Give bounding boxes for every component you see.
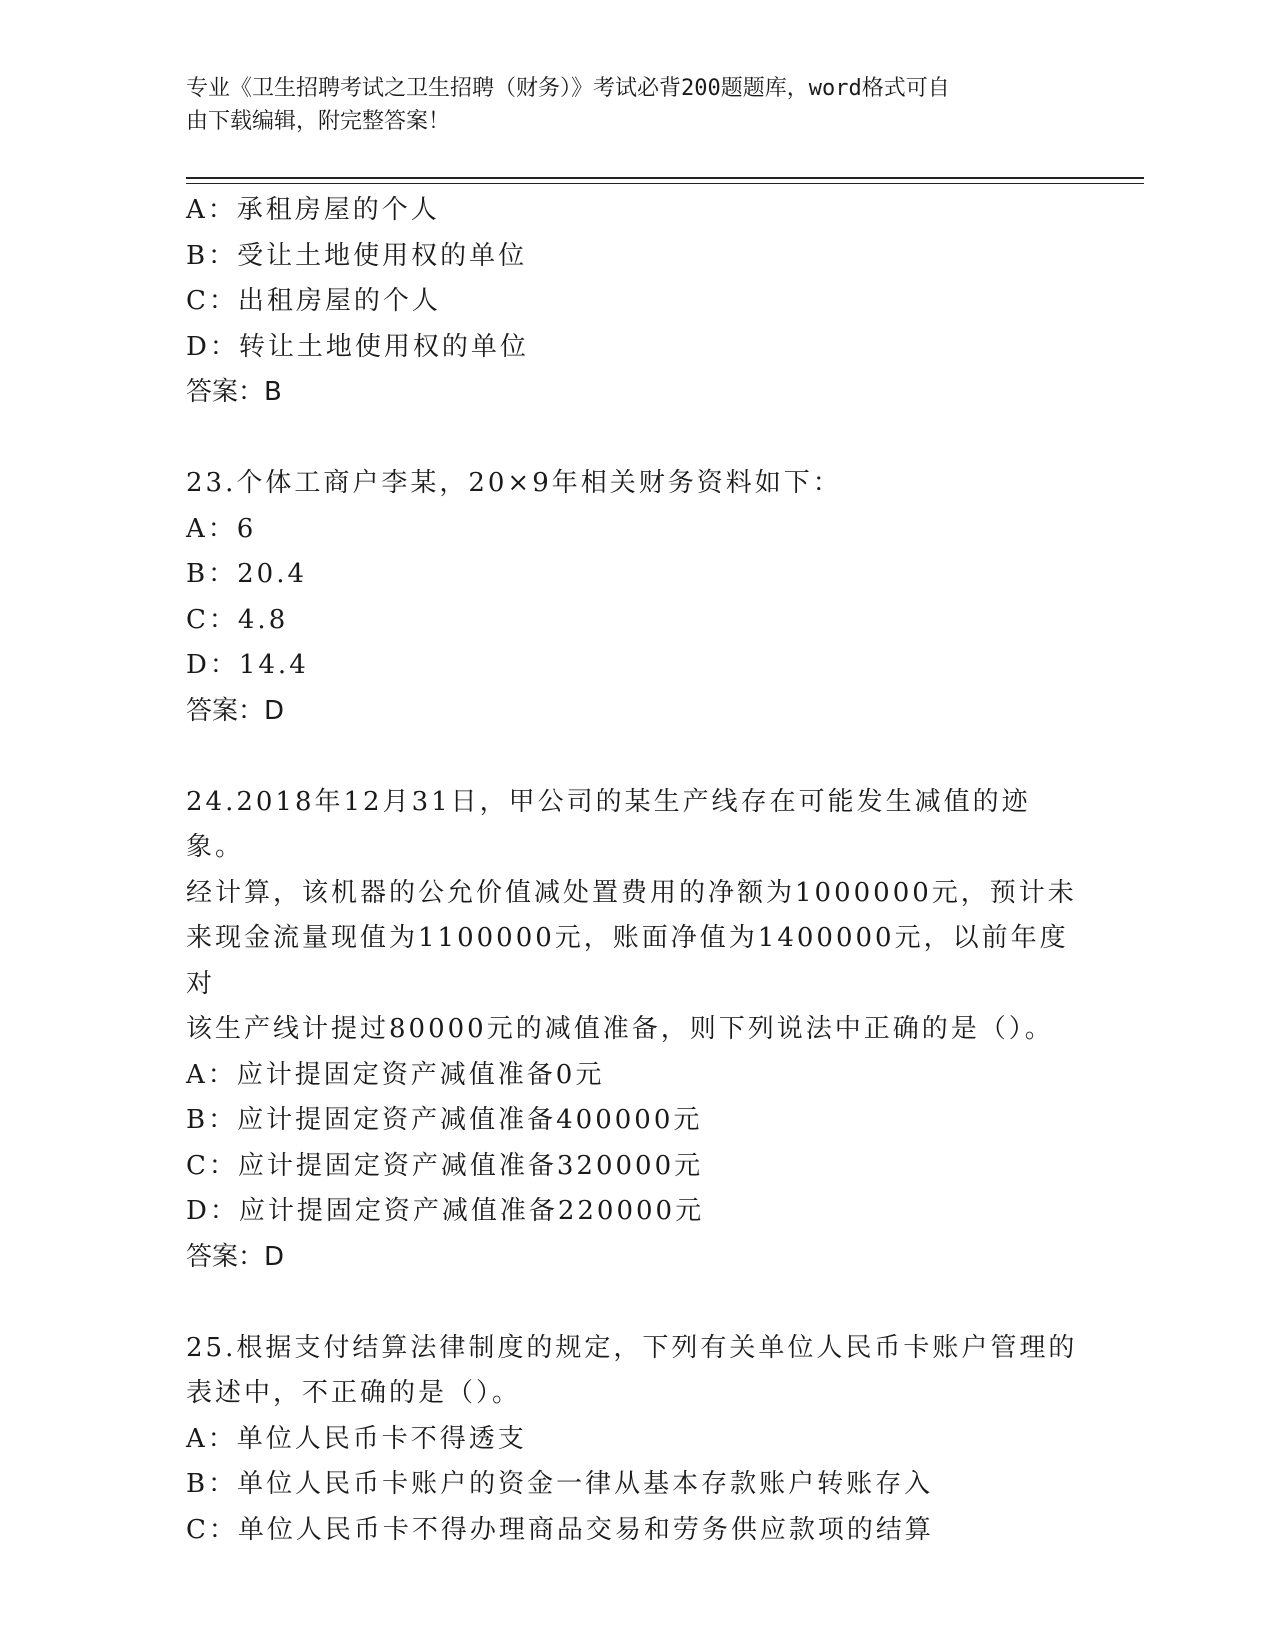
option-a: A：单位人民币卡不得透支 [186, 1423, 527, 1454]
question-23 [186, 461, 1086, 734]
option-d: D：14.4 [186, 650, 309, 680]
question-stem-line: 25.根据支付结算法律制度的规定，下列有关单位人民币卡账户管理的 [186, 1332, 1078, 1363]
question-list [186, 188, 1086, 1553]
option-d: D：转让土地使用权的单位 [186, 331, 529, 362]
option-a: A：6 [186, 513, 257, 544]
question-24 [186, 780, 1086, 1281]
option-c: C：出租房屋的个人 [186, 286, 441, 316]
answer: 答案：B [186, 377, 282, 407]
option-a: A：承租房屋的个人 [186, 195, 440, 225]
option-b: B：单位人民币卡账户的资金一律从基本存款账户转账存入 [186, 1469, 934, 1499]
header-divider-thin [186, 183, 1144, 184]
option-c: C：单位人民币卡不得办理商品交易和劳务供应款项的结算 [186, 1514, 934, 1545]
question-stem: 23.个体工商户李某，20×9年相关财务资料如下： [186, 468, 842, 498]
document-header [186, 72, 1066, 138]
question-22 [186, 188, 1086, 416]
header-line-2: 由下载编辑，附完整答案！ [186, 109, 451, 134]
header-divider-thick [186, 177, 1144, 179]
option-d: D：应计提固定资产减值准备220000元 [186, 1196, 705, 1226]
question-stem-line: 24.2018年12月31日，甲公司的某生产线存在可能发生减值的迹象。 [186, 786, 1031, 862]
option-b: B：受让土地使用权的单位 [186, 240, 528, 271]
question-stem-line: 表述中，不正确的是（）。 [186, 1378, 522, 1408]
answer: 答案：D [186, 695, 285, 726]
header-line-1: 专业《卫生招聘考试之卫生招聘（财务）》考试必背200题题库，word格式可自 [186, 76, 950, 101]
question-25 [186, 1326, 1086, 1554]
question-stem-line: 该生产线计提过80000元的减值准备，则下列说法中正确的是（）。 [186, 1014, 1054, 1044]
option-b: B：应计提固定资产减值准备400000元 [186, 1105, 703, 1135]
option-b: B：20.4 [186, 559, 307, 589]
option-c: C：4.8 [186, 604, 289, 635]
option-a: A：应计提固定资产减值准备0元 [186, 1059, 605, 1090]
option-c: C：应计提固定资产减值准备320000元 [186, 1150, 704, 1181]
question-stem-line: 经计算，该机器的公允价值减处置费用的净额为1000000元，预计未 [186, 877, 1077, 908]
answer: 答案：D [186, 1241, 285, 1272]
question-stem-line: 来现金流量现值为1100000元，账面净值为1400000元，以前年度对 [186, 923, 1069, 999]
